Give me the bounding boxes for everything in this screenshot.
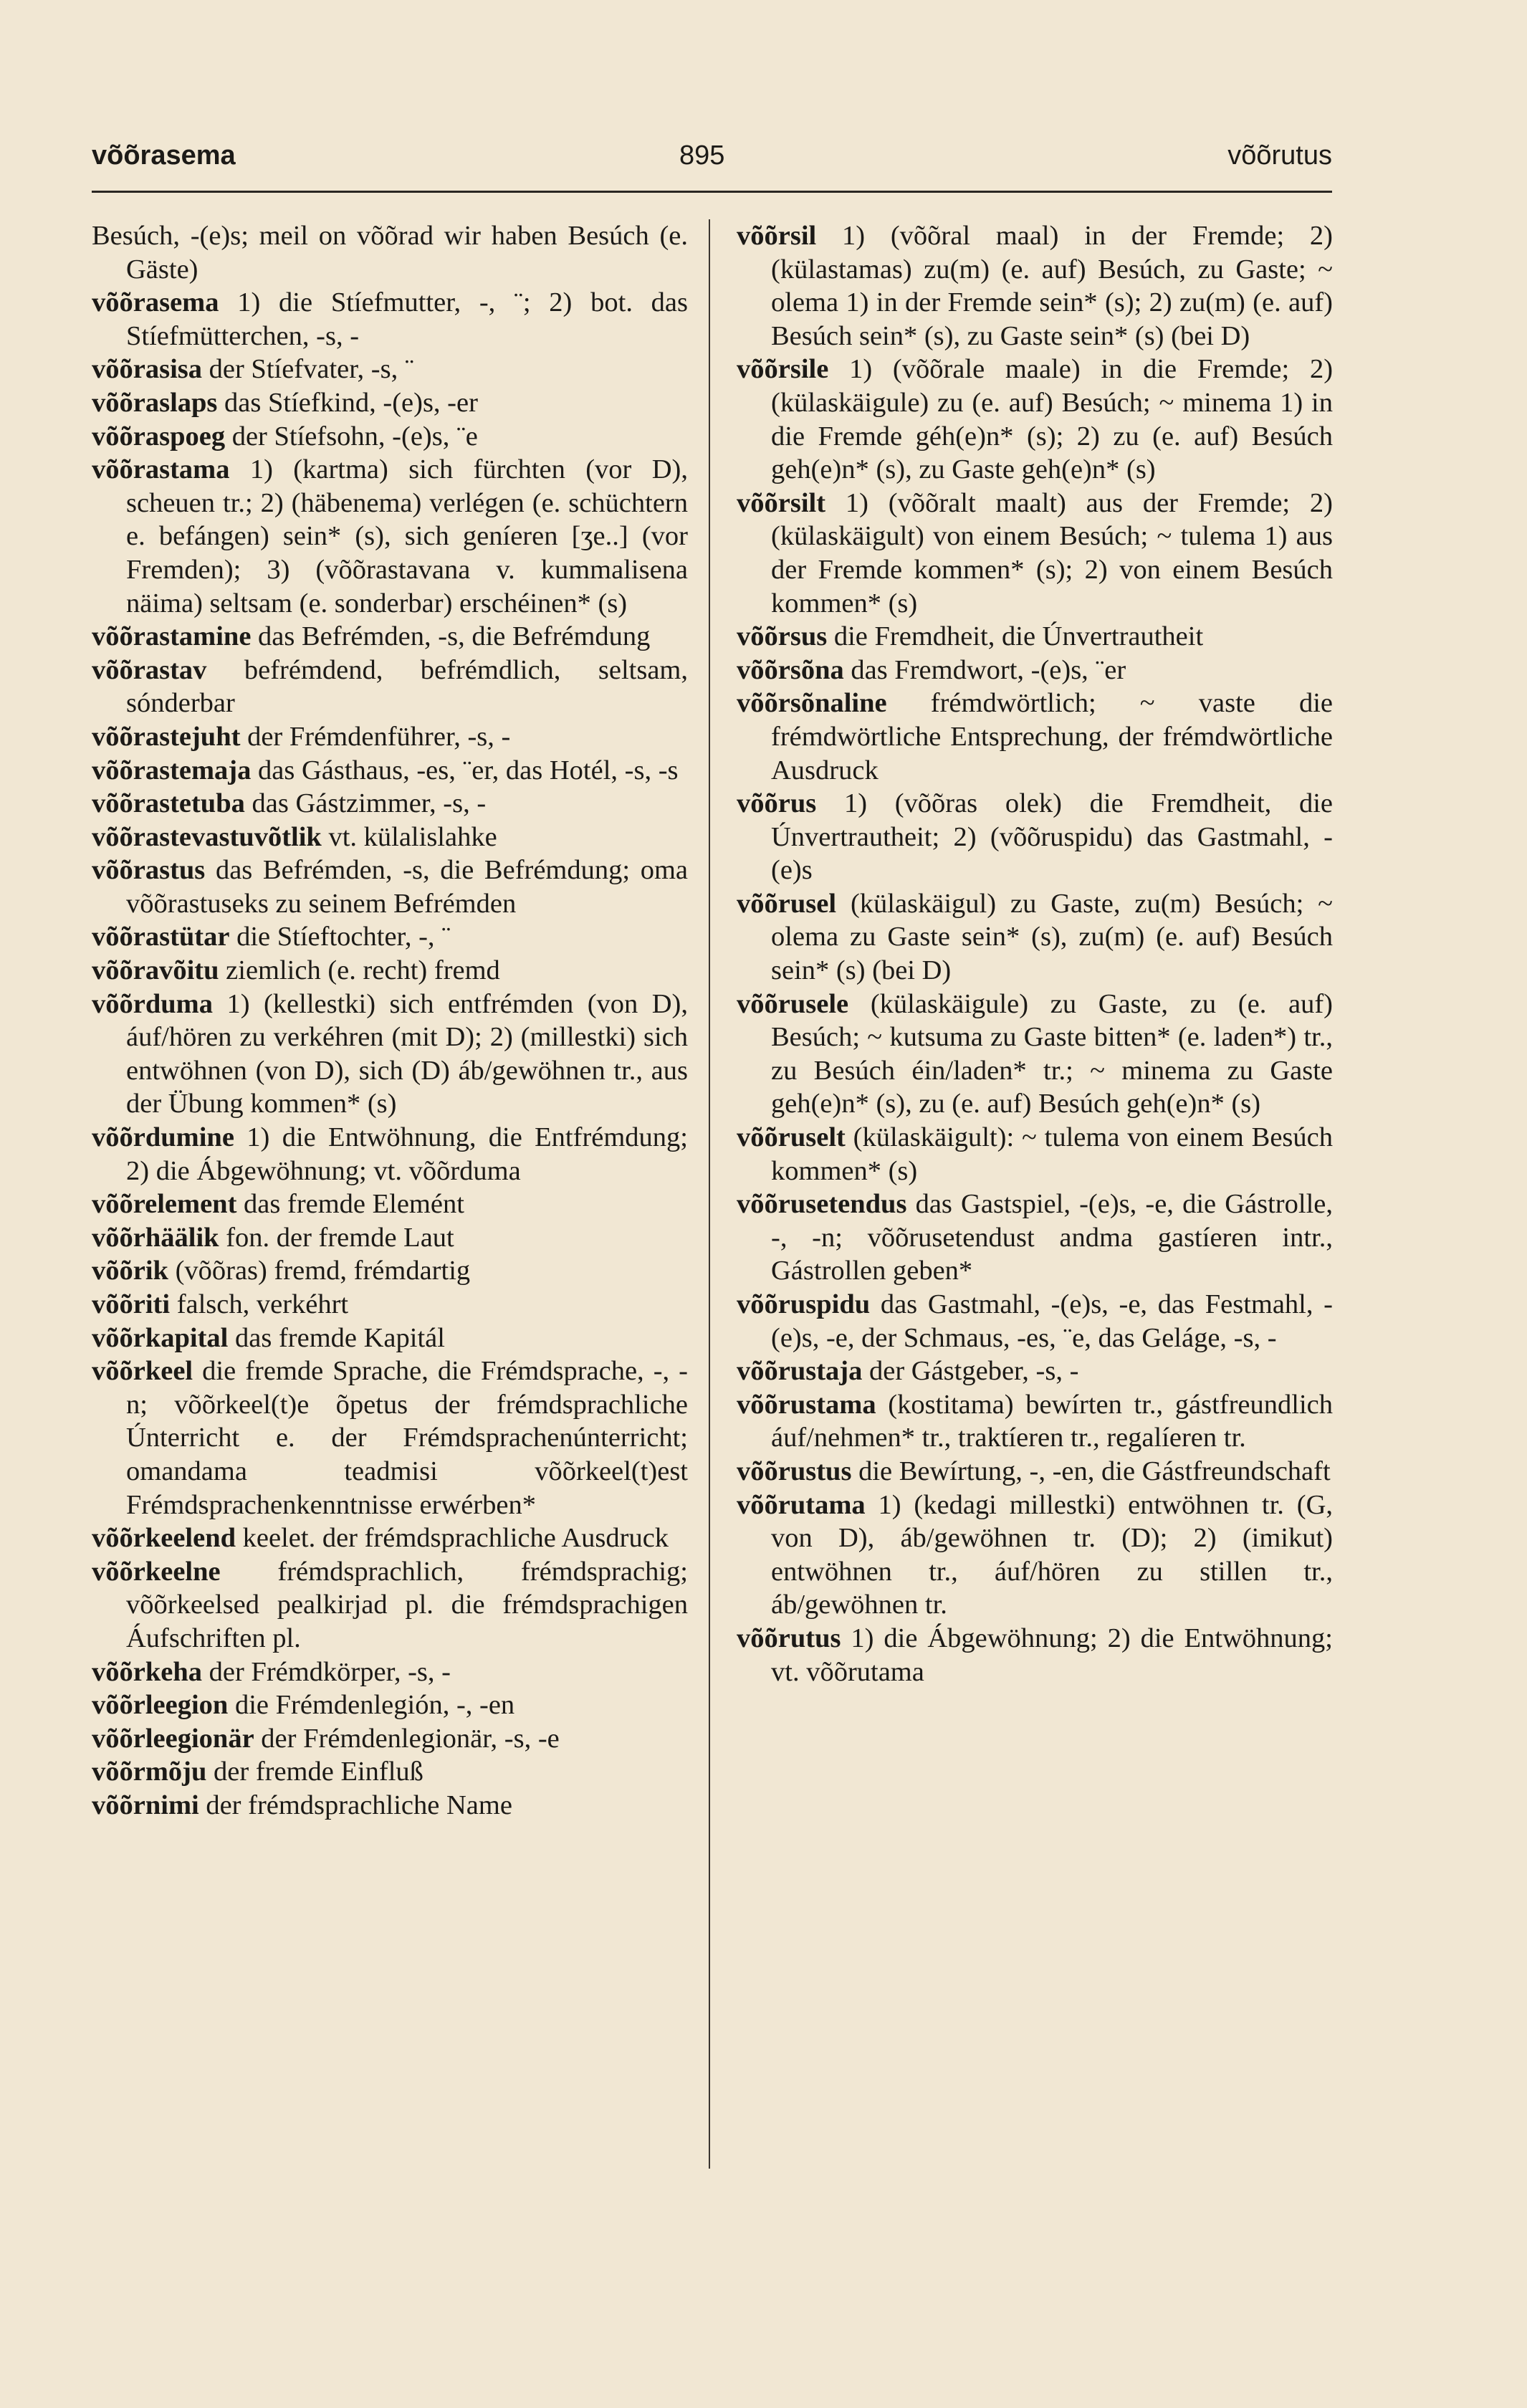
entry-definition: das Fremdwort, -(e)s, ¨er (851, 654, 1126, 685)
dictionary-entry (737, 1622, 1333, 1688)
headword: võõraspoeg (92, 421, 226, 452)
headword: võõrastus (92, 855, 206, 886)
headword: võõrsile (737, 354, 829, 385)
entry-definition: das Gástzimmer, -s, - (252, 788, 487, 819)
dictionary-entry (92, 1789, 688, 1822)
entry-definition: der Frémdenlegionär, -s, -e (261, 1723, 560, 1754)
entry-definition: vt. külalislahke (328, 821, 497, 852)
dictionary-entry (92, 353, 688, 386)
headword: võõrustama (737, 1389, 876, 1420)
headword: võõrastevastuvõtlik (92, 821, 322, 852)
entry-definition: das Gastspiel, -(e)s, -e, die Gástrolle, -, -n; võõrusetendust andma gastíeren intr., Gástrollen geben* (771, 1189, 1333, 1286)
headword: võõrus (737, 788, 817, 819)
dictionary-entry (737, 1388, 1333, 1455)
entry-definition: 1) die Entwöhnung, die Entfrémdung; 2) die Ábgewöhnung; vt. võõrduma (126, 1122, 689, 1186)
dictionary-entry (92, 286, 688, 353)
headword: võõrsus (737, 621, 828, 652)
dictionary-entry (92, 1722, 688, 1756)
entry-definition: der Frémdenführer, -s, - (247, 721, 511, 752)
entry-definition: die fremde Sprache, die Frémdsprache, -, -n; võõrkeel(t)e õpetus der frémdsprachliche Únterricht e. der Frémdsprachenúnterricht; omandama teadmisi võõrkeel(t)est Frémdsprachenkenntnisse erwérben* (126, 1356, 688, 1520)
headword: võõrastütar (92, 922, 230, 952)
entry-definition: der Stíefvater, -s, ¨ (209, 354, 414, 385)
dictionary-entry (92, 386, 688, 420)
headword: võõrsõna (737, 654, 844, 685)
headword: võõravõitu (92, 955, 219, 986)
headword: võõruspidu (737, 1289, 871, 1319)
dictionary-entry (92, 754, 688, 788)
entry-definition: frémdwörtlich; ~ vaste die frémdwörtliche Entsprechung, der frémdwörtliche Ausdruck (771, 688, 1333, 785)
headword: võõrnimi (92, 1790, 199, 1820)
dictionary-entry (92, 821, 688, 854)
entry-definition: die Fremdheit, die Únvertrautheit (833, 621, 1204, 652)
headword: võõrustaja (737, 1356, 863, 1387)
headword: võõrkeha (92, 1656, 202, 1687)
dictionary-entry (737, 988, 1333, 1121)
left-column (92, 219, 688, 1822)
headword: võõrkeel (92, 1356, 193, 1387)
dictionary-entry (92, 920, 688, 954)
entry-definition: befrémdend, befrémdlich, seltsam, sónderbar (126, 654, 688, 719)
page-number: 895 (679, 140, 725, 171)
dictionary-entry (737, 1489, 1333, 1622)
entry-definition: falsch, verkéhrt (176, 1289, 349, 1319)
headword: võõrusel (737, 888, 837, 919)
dictionary-entry (92, 1221, 688, 1255)
headword: võõrik (92, 1256, 168, 1286)
dictionary-entry (92, 420, 688, 454)
headword: võõrelement (92, 1189, 237, 1220)
header-left-guideword: võõrasema (92, 140, 236, 171)
headword: võõrusele (737, 988, 849, 1019)
dictionary-entry (92, 654, 688, 720)
entry-definition: 1) (võõras olek) die Fremdheit, die Únvertrautheit; 2) (võõruspidu) das Gastmahl, -(e)s (771, 788, 1333, 886)
dictionary-entry (92, 620, 688, 654)
entry-definition: der Stíefsohn, -(e)s, ¨e (231, 421, 478, 452)
page-header (92, 140, 1332, 191)
headword: võõrmõju (92, 1757, 207, 1787)
entry-definition: 1) (võõrale maale) in die Fremde; 2) (külaskäigule) zu (e. auf) Besúch; ~ minema 1) in die Fremde géh(e)n* (s); 2) zu (e. auf) Besúch geh(e)n* (s), zu Gaste geh(e)n* (s) (771, 354, 1334, 485)
headword: võõrastetuba (92, 788, 245, 819)
dictionary-entry (737, 1354, 1333, 1388)
dictionary-entry (737, 654, 1333, 687)
headword: võõrastemaja (92, 755, 252, 785)
headword: võõrsil (737, 221, 817, 251)
headword: võõrastama (92, 454, 230, 485)
headword: võõrsõnaline (737, 688, 887, 719)
dictionary-entry (92, 219, 688, 286)
entry-definition: die Stíeftochter, -, ¨ (236, 922, 451, 952)
dictionary-entry (92, 954, 688, 988)
entry-definition: (külaskäigule) zu Gaste, zu (e. auf) Besúch; ~ kutsuma zu Gaste bitten* (e. laden*) tr., zu Besúch éin/laden* tr.; ~ minema zu Gaste geh(e)n* (s), zu (e. auf) Besúch geh(e)n* (s) (771, 988, 1334, 1119)
headword: võõrasema (92, 287, 219, 318)
dictionary-entry (92, 1288, 688, 1322)
headword: võõrhäälik (92, 1222, 219, 1253)
headword: võõrkeelend (92, 1523, 236, 1554)
entry-definition: Besúch, -(e)s; meil on võõrad wir haben Besúch (e. Gäste) (92, 221, 688, 285)
dictionary-entry (737, 487, 1333, 620)
dictionary-entry (92, 1322, 688, 1355)
entry-definition: 1) (kartma) sich fürchten (vor D), scheuen tr.; 2) (häbenema) verlégen (e. schüchtern e. befángen) sein* (s), sich geníeren [ʒe..] (vor Fremden); 3) (võõrastavana v. kummalisena näima) seltsam (e. sonderbar) erschéinen* (s) (126, 454, 688, 618)
dictionary-entry (92, 453, 688, 620)
dictionary-entry (737, 1288, 1333, 1354)
dictionary-entry (92, 1755, 688, 1789)
entry-definition: (külaskäigul) zu Gaste, zu(m) Besúch; ~ olema zu Gaste sein* (s), zu(m) (e. auf) Besúch sein* (s) (bei D) (771, 888, 1333, 986)
entry-definition: frémdsprachlich, frémdsprachig; võõrkeelsed pealkirjad pl. die frémdsprachigen Áufschriften pl. (126, 1556, 688, 1653)
dictionary-entry (92, 1188, 688, 1221)
dictionary-entry (92, 720, 688, 754)
headword: võõrleegion (92, 1690, 229, 1721)
entry-definition: ziemlich (e. recht) fremd (226, 955, 500, 986)
dictionary-entry (737, 887, 1333, 988)
entry-definition: 1) die Stíefmutter, -, ¨; 2) bot. das Stíefmütterchen, -s, - (126, 287, 689, 351)
dictionary-entry (92, 1354, 688, 1521)
headword: võõrastav (92, 654, 207, 685)
entry-definition: das Befrémden, -s, die Befrémdung; oma võõrastuseks zu seinem Befrémden (126, 855, 688, 919)
column-divider (709, 219, 710, 2169)
entry-definition: 1) (kellestki) sich entfrémden (von D), áuf/hören zu verkéhren (mit D); 2) (millestki) sich entwöhnen (von D), sich (D) áb/gewöhnen tr., aus der Übung kommen* (s) (126, 988, 688, 1119)
dictionary-entry (92, 988, 688, 1121)
entry-definition: (võõras) fremd, frémdartig (175, 1256, 471, 1286)
entry-definition: das Stíefkind, -(e)s, -er (224, 387, 478, 418)
headword: võõrkeelne (92, 1556, 221, 1587)
entry-definition: der Frémdkörper, -s, - (209, 1656, 451, 1687)
entry-definition: der fremde Einfluß (214, 1757, 423, 1787)
headword: võõrusetendus (737, 1189, 907, 1220)
entry-definition: keelet. der frémdsprachliche Ausdruck (242, 1523, 669, 1554)
dictionary-entry (92, 1688, 688, 1722)
entry-definition: das fremde Elemént (244, 1189, 464, 1220)
dictionary-entry (92, 854, 688, 920)
headword: võõrkapital (92, 1322, 229, 1353)
headword: võõrastejuht (92, 721, 241, 752)
headword: võõrutus (737, 1623, 841, 1653)
headword: võõrdumine (92, 1122, 234, 1153)
entry-definition: 1) die Ábgewöhnung; 2) die Entwöhnung; vt. võõrutama (771, 1623, 1334, 1687)
entry-definition: der frémdsprachliche Name (206, 1790, 512, 1820)
dictionary-entry (737, 787, 1333, 887)
dictionary-entry (737, 687, 1333, 787)
headword: võõrleegionär (92, 1723, 254, 1754)
dictionary-entry (737, 1455, 1333, 1489)
headword: võõriti (92, 1289, 171, 1319)
dictionary-entry (737, 1121, 1333, 1188)
entry-definition: der Gástgeber, -s, - (869, 1356, 1079, 1387)
entry-definition: 1) (võõralt maalt) aus der Fremde; 2) (külaskäigult) von einem Besúch; ~ tulema 1) aus der Fremde kommen* (s); 2) von einem Besúch kommen* (s) (771, 487, 1334, 618)
dictionary-entry (92, 1521, 688, 1555)
headword: võõrsilt (737, 487, 826, 518)
headword: võõrutama (737, 1489, 866, 1520)
dictionary-entry (737, 219, 1333, 353)
entry-definition: das Gásthaus, -es, ¨er, das Hotél, -s, -s (258, 755, 679, 785)
entry-definition: die Bewírtung, -, -en, die Gástfreundschaft (858, 1456, 1331, 1486)
entry-definition: das Befrémden, -s, die Befrémdung (258, 621, 651, 652)
headword: võõraslaps (92, 387, 218, 418)
entry-definition: fon. der fremde Laut (226, 1222, 454, 1253)
dictionary-entry (92, 1555, 688, 1656)
entry-definition: 1) (kedagi millestki) entwöhnen tr. (G, von D), áb/gewöhnen tr. (D); 2) (imikut) entwöhnen tr., áuf/hören zu stillen tr., áb/gewöhnen tr. (771, 1489, 1333, 1620)
dictionary-entry (92, 1121, 688, 1188)
headword: võõrustus (737, 1456, 852, 1486)
header-rule (92, 191, 1332, 193)
entry-definition: (kostitama) bewírten tr., gástfreundlich áuf/nehmen* tr., traktíeren tr., regalíeren tr. (771, 1389, 1334, 1453)
dictionary-entry (92, 787, 688, 821)
headword: võõrduma (92, 988, 213, 1019)
right-column (737, 219, 1333, 1688)
entry-definition: 1) (võõral maal) in der Fremde; 2) (külastamas) zu(m) (e. auf) Besúch, zu Gaste; ~ olema 1) in der Fremde sein* (s); 2) zu(m) (e. auf) Besúch sein* (s), zu Gaste sein* (s) (bei D) (771, 221, 1333, 351)
dictionary-entry (92, 1254, 688, 1288)
entry-definition: die Frémdenlegión, -, -en (234, 1690, 515, 1721)
entry-definition: das Gastmahl, -(e)s, -e, das Festmahl, -(e)s, -e, der Schmaus, -es, ¨e, das Geláge, -s, - (771, 1289, 1333, 1353)
dictionary-entry (737, 620, 1333, 654)
header-right-guideword: võõrutus (1227, 140, 1332, 171)
dictionary-entry (737, 1188, 1333, 1288)
headword: võõruselt (737, 1122, 846, 1153)
entry-definition: (külaskäigult): ~ tulema von einem Besúch kommen* (s) (771, 1122, 1333, 1186)
entry-definition: das fremde Kapitál (235, 1322, 445, 1353)
headword: võõrasisa (92, 354, 202, 385)
dictionary-entry (92, 1656, 688, 1689)
headword: võõrastamine (92, 621, 252, 652)
dictionary-entry (737, 353, 1333, 486)
